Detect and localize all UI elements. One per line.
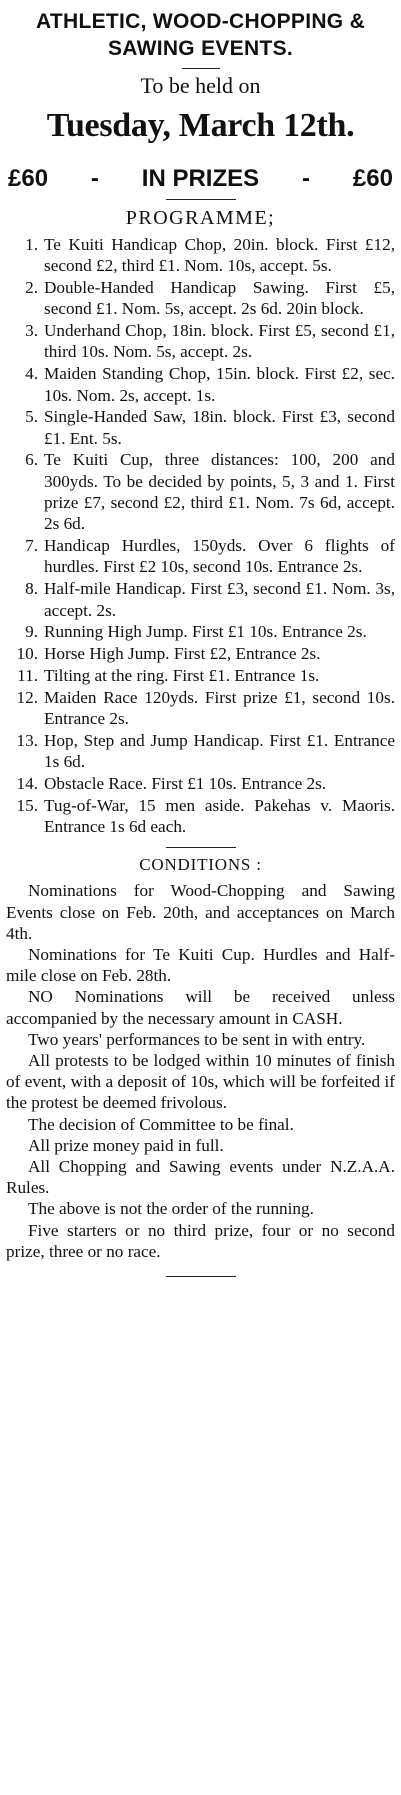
condition-paragraph: Nominations for Wood-Chopping and Sawing Events close on Feb. 20th, and acceptances on March 4th. [6, 881, 395, 943]
headline-line-1: ATHLETIC, WOOD-CHOPPING & [35, 10, 366, 33]
programme-item: 2. Double-Handed Handicap Sawing. First £5, second £1. Nom. 5s, accept. 2s 6d. 20in block. [25, 278, 395, 319]
programme-item: 15. Tug-of-War, 15 men aside. Pakehas v. Maoris. Entrance 1s 6d each. [16, 795, 395, 837]
programme-item: 14. Obstacle Race. First £1 10s. Entrance 2s. [16, 773, 327, 793]
headline-line-2: SAWING EVENTS. [107, 37, 294, 60]
condition-paragraph: NO Nominations will be received unless accompanied by the necessary amount in CASH. [6, 987, 395, 1028]
divider [166, 1276, 236, 1277]
condition-paragraph: The decision of Committee to be final. [28, 1114, 294, 1134]
condition-paragraph: Five starters or no third prize, four or no second prize, three or no race. [6, 1220, 395, 1261]
held-on-text: To be held on [140, 73, 261, 98]
programme-item: 6. Te Kuiti Cup, three distances: 100, 200 and 300yds. To be decided by points, 5, 3 and 1. First prize £7, second £2, third £1. Nom. 7s 6d, accept. 2s 6d. [25, 450, 395, 534]
condition-paragraph: All prize money paid in full. [28, 1135, 224, 1155]
prize-amount-left: £60 [8, 165, 49, 192]
prize-banner [6, 163, 395, 195]
condition-paragraph: All protests to be lodged within 10 minutes of finish of event, with a deposit of 10s, which will be forfeited if the protest be deemed frivolous. [6, 1050, 395, 1113]
programme-item: 11. Tilting at the ring. First £1. Entrance 1s. [17, 665, 320, 685]
programme-item: 5. Single-Handed Saw, 18in. block. First £3, second £1. Ent. 5s. [25, 407, 395, 448]
prize-amount-right: £60 [352, 165, 393, 192]
conditions-list [6, 880, 395, 1262]
programme-heading: PROGRAMME; [125, 207, 276, 229]
event-date: Tuesday, March 12th. [46, 107, 355, 144]
programme-item: 12. Maiden Race 120yds. First prize £1, second 10s. Entrance 2s. [16, 687, 395, 729]
programme-item: 13. Hop, Step and Jump Handicap. First £1. Entrance 1s 6d. [16, 730, 395, 772]
programme-item: 3. Underhand Chop, 18in. block. First £5, second £1, third 10s. Nom. 5s, accept. 2s. [25, 321, 395, 362]
programme-item: 1. Te Kuiti Handicap Chop, 20in. block. First £12, second £2, third £1. Nom. 10s, accept. 5s. [25, 235, 395, 276]
divider [166, 199, 236, 200]
condition-paragraph: The above is not the order of the running. [28, 1199, 314, 1219]
programme-item: 4. Maiden Standing Chop, 15in. block. First £2, sec. 10s. Nom. 2s, accept. 1s. [25, 364, 395, 405]
prize-dash-right: - [302, 165, 311, 192]
programme-list [6, 234, 395, 837]
programme-item: 8. Half-mile Handicap. First £3, second £1. Nom. 3s, accept. 2s. [25, 579, 395, 620]
condition-paragraph: All Chopping and Sawing events under N.Z.A.A. Rules. [6, 1156, 395, 1198]
programme-item: 10. Horse High Jump. First £2, Entrance 2s. [16, 644, 321, 664]
conditions-heading: CONDITIONS : [139, 855, 262, 875]
programme-item: 9. Running High Jump. First £1 10s. Entrance 2s. [25, 622, 367, 642]
prize-dash-left: - [90, 165, 99, 192]
programme-item: 7. Handicap Hurdles, 150yds. Over 6 flights of hurdles. First £2 10s, second 10s. Entrance 2s. [25, 536, 395, 577]
divider [182, 68, 220, 69]
divider [166, 847, 236, 848]
condition-paragraph: Nominations for Te Kuiti Cup. Hurdles and Half-mile close on Feb. 28th. [6, 944, 395, 986]
prize-label: IN PRIZES [141, 165, 260, 192]
headline [6, 8, 395, 62]
condition-paragraph: Two years' performances to be sent in with entry. [28, 1029, 366, 1049]
